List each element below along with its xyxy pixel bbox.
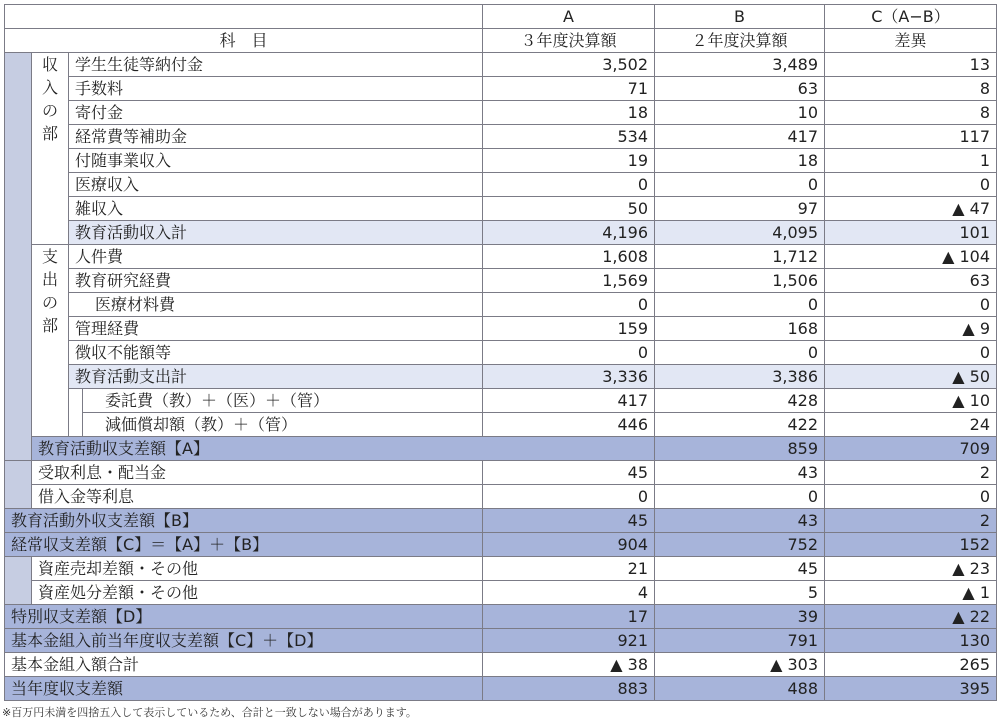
value-c: 117 — [825, 125, 997, 149]
value-c: ▲ 104 — [825, 245, 997, 269]
table-row — [5, 53, 997, 77]
table-row — [5, 581, 997, 605]
value-a: ▲ 38 — [483, 653, 655, 677]
value-a: 446 — [483, 413, 655, 437]
value-b: 0 — [655, 293, 825, 317]
value-b: 709 — [825, 437, 997, 461]
table-row — [5, 341, 997, 365]
value-b: 39 — [655, 605, 825, 629]
value-c: 1 — [825, 149, 997, 173]
header-row-labels — [5, 29, 997, 53]
table-row — [5, 413, 997, 437]
value-b: 43 — [655, 509, 825, 533]
row-label: 雑収入 — [69, 197, 483, 221]
value-a: 50 — [483, 197, 655, 221]
table-row — [5, 461, 997, 485]
row-label: 教育活動収入計 — [69, 221, 483, 245]
value-a: 0 — [483, 293, 655, 317]
value-c: 8 — [825, 101, 997, 125]
col-c-header: 差異 — [825, 29, 997, 53]
col-b-header: ２年度決算額 — [655, 29, 825, 53]
row-label: 基本金組入額合計 — [5, 653, 483, 677]
row-label: 手数料 — [69, 77, 483, 101]
value-c: 0 — [825, 293, 997, 317]
row-label: 教育活動収支差額【A】 — [32, 437, 655, 461]
value-b: 488 — [655, 677, 825, 701]
value-a: 921 — [483, 629, 655, 653]
value-a: 417 — [483, 389, 655, 413]
row-label: 教育研究経費 — [69, 269, 483, 293]
value-a: 534 — [483, 125, 655, 149]
row-label: 資産処分差額・その他 — [32, 581, 483, 605]
row-label: 資産売却差額・その他 — [32, 557, 483, 581]
value-a: 0 — [483, 485, 655, 509]
nonedu-side-band — [5, 461, 32, 509]
value-a: 1,608 — [483, 245, 655, 269]
value-a: 859 — [655, 437, 825, 461]
table-row — [5, 125, 997, 149]
value-a: 0 — [483, 341, 655, 365]
row-label: 経常費等補助金 — [69, 125, 483, 149]
basic-total-row — [5, 653, 997, 677]
value-b: 4,095 — [655, 221, 825, 245]
value-b: 3,386 — [655, 365, 825, 389]
row-label: 管理経費 — [69, 317, 483, 341]
value-b: 18 — [655, 149, 825, 173]
financial-statement-table — [4, 4, 997, 701]
value-a: 4 — [483, 581, 655, 605]
value-b: 428 — [655, 389, 825, 413]
header-row-letters — [5, 5, 997, 29]
income-section-label — [32, 53, 69, 245]
value-c: 2 — [825, 509, 997, 533]
value-b: 45 — [655, 557, 825, 581]
footnote: ※百万円未満を四捨五入して表示しているため、合計と一致しない場合があります。 — [2, 706, 417, 719]
col-a-header: ３年度決算額 — [483, 29, 655, 53]
value-b: 97 — [655, 197, 825, 221]
row-label: 寄付金 — [69, 101, 483, 125]
col-a-letter: A — [483, 5, 655, 29]
row-label: 減価償却額（教）＋（管） — [83, 413, 483, 437]
table-row — [5, 245, 997, 269]
row-label: 受取利息・配当金 — [32, 461, 483, 485]
expense-section-text: 支 出 の 部 — [41, 247, 58, 335]
row-label: 付随事業収入 — [69, 149, 483, 173]
row-label: 医療材料費 — [69, 293, 483, 317]
value-c: ▲ 50 — [825, 365, 997, 389]
value-c: 0 — [825, 485, 997, 509]
value-c: 2 — [825, 461, 997, 485]
value-a: 19 — [483, 149, 655, 173]
value-a: 4,196 — [483, 221, 655, 245]
value-c: ▲ 47 — [825, 197, 997, 221]
value-a: 45 — [483, 509, 655, 533]
row-label: 学生生徒等納付金 — [69, 53, 483, 77]
table-row — [5, 557, 997, 581]
nonedu-balance-row — [5, 509, 997, 533]
table-row — [5, 173, 997, 197]
value-b: 0 — [655, 341, 825, 365]
value-b: 417 — [655, 125, 825, 149]
value-a: 159 — [483, 317, 655, 341]
value-a: 21 — [483, 557, 655, 581]
value-a: 45 — [483, 461, 655, 485]
income-total-row — [5, 221, 997, 245]
row-label: 委託費（教）＋（医）＋（管） — [83, 389, 483, 413]
edu-activity-side-band — [5, 53, 32, 461]
value-c: ▲ 9 — [825, 317, 997, 341]
special-side-band — [5, 557, 32, 605]
value-a: 17 — [483, 605, 655, 629]
table-row — [5, 317, 997, 341]
table-row — [5, 389, 997, 413]
col-b-letter: B — [655, 5, 825, 29]
value-b: 3,489 — [655, 53, 825, 77]
value-b: 43 — [655, 461, 825, 485]
year-balance-row — [5, 677, 997, 701]
expense-total-row — [5, 365, 997, 389]
row-label: 教育活動支出計 — [69, 365, 483, 389]
col-c-letter: C（A−B） — [825, 5, 997, 29]
special-balance-row — [5, 605, 997, 629]
value-b: 1,712 — [655, 245, 825, 269]
row-label: 医療収入 — [69, 173, 483, 197]
expense-section-label — [32, 245, 69, 437]
table-row — [5, 101, 997, 125]
row-label: 経常収支差額【C】＝【A】＋【B】 — [5, 533, 483, 557]
value-a: 3,336 — [483, 365, 655, 389]
header-blank-cell — [5, 5, 483, 29]
value-a: 904 — [483, 533, 655, 557]
value-c: ▲ 23 — [825, 557, 997, 581]
value-b: 63 — [655, 77, 825, 101]
pre-basic-balance-row — [5, 629, 997, 653]
subject-header: 科 目 — [5, 29, 483, 53]
value-a: 0 — [483, 173, 655, 197]
row-label: 借入金等利息 — [32, 485, 483, 509]
row-label: 特別収支差額【D】 — [5, 605, 483, 629]
sub-indent-cell — [69, 389, 83, 437]
income-section-text: 収 入 の 部 — [41, 55, 58, 143]
row-label: 基本金組入前当年度収支差額【C】＋【D】 — [5, 629, 483, 653]
value-b: 10 — [655, 101, 825, 125]
value-b: 791 — [655, 629, 825, 653]
value-c: 0 — [825, 173, 997, 197]
value-c: ▲ 22 — [825, 605, 997, 629]
value-a: 1,569 — [483, 269, 655, 293]
value-c: ▲ 1 — [825, 581, 997, 605]
value-b: 5 — [655, 581, 825, 605]
value-c: 152 — [825, 533, 997, 557]
value-c: 13 — [825, 53, 997, 77]
row-label: 徴収不能額等 — [69, 341, 483, 365]
value-a: 3,502 — [483, 53, 655, 77]
row-label: 教育活動外収支差額【B】 — [5, 509, 483, 533]
value-c: 63 — [825, 269, 997, 293]
table-row — [5, 149, 997, 173]
value-b: 422 — [655, 413, 825, 437]
table-row — [5, 293, 997, 317]
value-a: 18 — [483, 101, 655, 125]
value-c: 24 — [825, 413, 997, 437]
row-label: 当年度収支差額 — [5, 677, 483, 701]
value-b: 0 — [655, 173, 825, 197]
value-c: ▲ 10 — [825, 389, 997, 413]
ordinary-balance-row — [5, 533, 997, 557]
value-b: 168 — [655, 317, 825, 341]
value-c: 395 — [825, 677, 997, 701]
value-a: 71 — [483, 77, 655, 101]
value-c: 8 — [825, 77, 997, 101]
table-row — [5, 77, 997, 101]
value-b: 1,506 — [655, 269, 825, 293]
edu-balance-row — [5, 437, 997, 461]
table-row — [5, 269, 997, 293]
value-c: 130 — [825, 629, 997, 653]
value-c: 0 — [825, 341, 997, 365]
row-label: 人件費 — [69, 245, 483, 269]
value-b: 752 — [655, 533, 825, 557]
table-row — [5, 197, 997, 221]
value-c: 101 — [825, 221, 997, 245]
value-c: 265 — [825, 653, 997, 677]
value-a: 883 — [483, 677, 655, 701]
value-b: 0 — [655, 485, 825, 509]
value-b: ▲ 303 — [655, 653, 825, 677]
table-row — [5, 485, 997, 509]
